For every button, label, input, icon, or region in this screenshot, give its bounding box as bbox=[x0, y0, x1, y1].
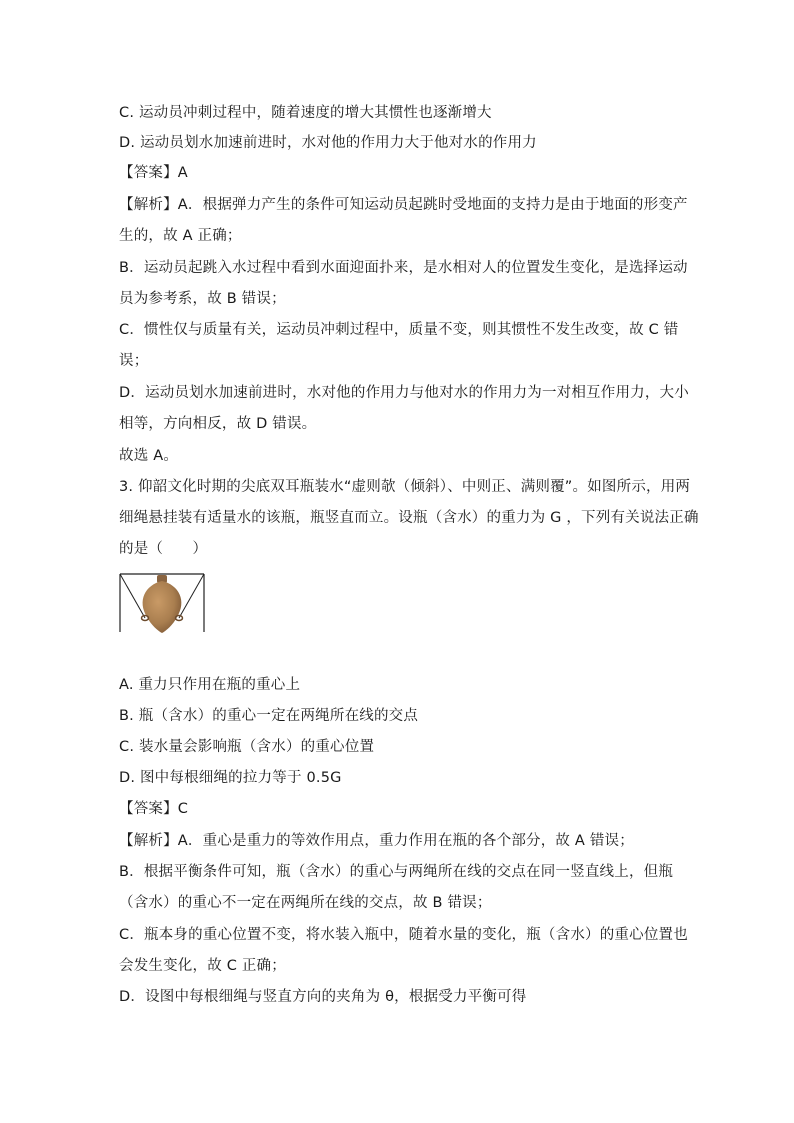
analysis-line: B．运动员起跳入水过程中看到水面迎面扑来，是水相对人的位置发生变化，是选择运动 bbox=[119, 260, 688, 276]
analysis-line: 员为参考系，故 B 错误； bbox=[119, 291, 286, 307]
analysis-line: D．设图中每根细绳与竖直方向的夹角为 θ，根据受力平衡可得 bbox=[119, 989, 527, 1005]
conclusion-line: 故选 A。 bbox=[119, 448, 179, 464]
analysis-line: 误； bbox=[119, 353, 149, 369]
analysis-line: 【解析】A．根据弹力产生的条件可知运动员起跳时受地面的支持力是由于地面的形变产 bbox=[119, 197, 688, 213]
analysis-line: 相等，方向相反，故 D 错误。 bbox=[119, 416, 317, 432]
option-b: B. 瓶（含水）的重心一定在两绳所在线的交点 bbox=[119, 708, 419, 724]
left-string bbox=[120, 574, 145, 618]
question-3-line: 的是（ ） bbox=[119, 541, 208, 557]
analysis-line: 生的，故 A 正确； bbox=[119, 228, 242, 244]
question-3-line: 细绳悬挂装有适量水的该瓶，瓶竖直而立。设瓶（含水）的重力为 G ，下列有关说法正确 bbox=[119, 510, 699, 526]
right-string bbox=[179, 574, 204, 618]
analysis-line: C．瓶本身的重心位置不变，将水装入瓶中，随着水量的变化，瓶（含水）的重心位置也 bbox=[119, 927, 688, 943]
vase-body bbox=[143, 581, 182, 633]
analysis-line: D．运动员划水加速前进时，水对他的作用力与他对水的作用力为一对相互作用力，大小 bbox=[119, 385, 689, 401]
answer: 【答案】C bbox=[119, 801, 189, 817]
answer-previous: 【答案】A bbox=[119, 165, 188, 181]
option-d: D. 图中每根细绳的拉力等于 0.5G bbox=[119, 770, 342, 786]
analysis-line: （含水）的重心不一定在两绳所在线的交点，故 B 错误； bbox=[119, 895, 492, 911]
analysis-line: B．根据平衡条件可知，瓶（含水）的重心与两绳所在线的交点在同一竖直线上，但瓶 bbox=[119, 864, 674, 880]
hanging-vase-illustration bbox=[119, 573, 205, 633]
analysis-line: 【解析】A．重心是重力的等效作用点，重力作用在瓶的各个部分，故 A 错误； bbox=[119, 833, 634, 849]
option-a: A. 重力只作用在瓶的重心上 bbox=[119, 677, 301, 693]
analysis-line: C．惯性仅与质量有关，运动员冲刺过程中，质量不变，则其惯性不发生改变，故 C 错 bbox=[119, 322, 679, 338]
vase-figure bbox=[119, 573, 205, 633]
analysis-line: 会发生变化，故 C 正确； bbox=[119, 958, 286, 974]
question-3-line: 3. 仰韶文化时期的尖底双耳瓶装水“虚则欹（倾斜）、中则正、满则覆”。如图所示，用两 bbox=[119, 479, 691, 495]
option-c-previous: C. 运动员冲刺过程中，随着速度的增大其惯性也逐渐增大 bbox=[119, 105, 492, 121]
option-d-previous: D. 运动员划水加速前进时，水对他的作用力大于他对水的作用力 bbox=[119, 135, 537, 151]
option-c: C. 装水量会影响瓶（含水）的重心位置 bbox=[119, 739, 375, 755]
